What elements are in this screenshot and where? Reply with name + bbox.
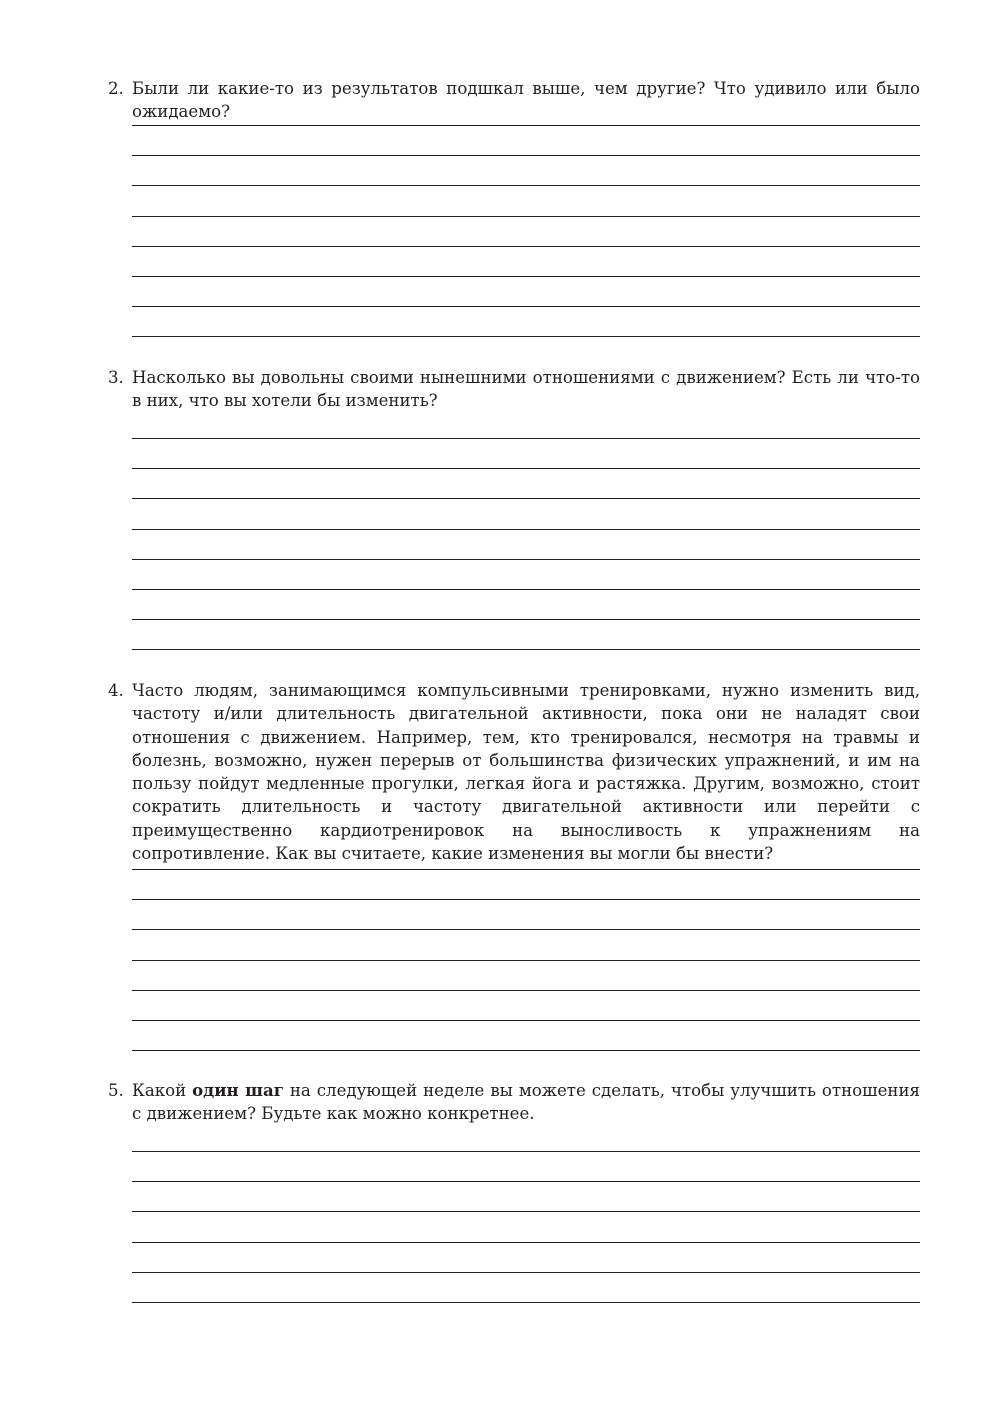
- answer-line[interactable]: [132, 649, 920, 650]
- question-2-text: [108, 77, 920, 124]
- question-4-answer-area[interactable]: [132, 869, 920, 1080]
- question-5-text-after: на следующей неделе вы можете сделать, чтобы улучшить отношения с движением? Будьте как можно конкретнее.: [132, 1081, 920, 1124]
- answer-line[interactable]: [132, 1272, 920, 1273]
- answer-line[interactable]: [132, 1211, 920, 1212]
- question-4: [108, 679, 920, 865]
- answer-line[interactable]: [132, 498, 920, 499]
- question-3: [108, 366, 920, 413]
- answer-line[interactable]: [132, 529, 920, 530]
- question-3-body: Насколько вы довольны своими нынешними отношениями с движением? Есть ли что-то в них, что вы хотели бы изменить?: [132, 368, 920, 411]
- question-2: [108, 77, 920, 124]
- answer-line[interactable]: [132, 1302, 920, 1303]
- answer-line[interactable]: [132, 438, 920, 439]
- answer-line[interactable]: [132, 185, 920, 186]
- answer-line[interactable]: [132, 468, 920, 469]
- answer-line[interactable]: [132, 960, 920, 961]
- answer-line[interactable]: [132, 336, 920, 337]
- answer-line[interactable]: [132, 1151, 920, 1152]
- answer-line[interactable]: [132, 125, 920, 126]
- answer-line[interactable]: [132, 216, 920, 217]
- answer-line[interactable]: [132, 306, 920, 307]
- question-5-text-before: Какой: [132, 1081, 193, 1100]
- question-5-number: 5.: [108, 1081, 124, 1100]
- question-5: [108, 1079, 920, 1126]
- answer-line[interactable]: [132, 899, 920, 900]
- answer-line[interactable]: [132, 869, 920, 870]
- answer-line[interactable]: [132, 619, 920, 620]
- answer-line[interactable]: [132, 559, 920, 560]
- answer-line[interactable]: [132, 990, 920, 991]
- answer-line[interactable]: [132, 1050, 920, 1051]
- question-4-body: Часто людям, занимающимся компульсивными тренировками, нужно изменить вид, частоту и/или длительность двигательной активности, пока они не наладят свои отношения с движением. Например, тем, кто тренировался, несмотря на травмы и болезнь, возможно, нужен перерыв от большинства физических упражнений, и им на пользу пойдут медленные прогулки, легкая йога и растяжка. Другим, возможно, стоит сократить длительность и частоту двигательной активности или перейти с преимущественно кардиотренировок на выносливость к упражнениям на сопротивление. Как вы считаете, какие изменения вы могли бы внести?: [132, 681, 920, 864]
- question-2-answer-area[interactable]: [132, 125, 920, 367]
- question-2-body: Были ли какие-то из результатов подшкал выше, чем другие? Что удивило или было ожидаемо?: [132, 79, 920, 122]
- question-3-number: 3.: [108, 368, 124, 387]
- answer-line[interactable]: [132, 276, 920, 277]
- answer-line[interactable]: [132, 1020, 920, 1021]
- question-3-answer-area[interactable]: [132, 438, 920, 680]
- answer-line[interactable]: [132, 589, 920, 590]
- question-5-body: [132, 1081, 920, 1123]
- question-4-text: [108, 679, 920, 865]
- answer-line[interactable]: [132, 929, 920, 930]
- question-2-number: 2.: [108, 79, 124, 98]
- answer-line[interactable]: [132, 1181, 920, 1182]
- question-5-emphasis: один шаг: [192, 1080, 284, 1100]
- question-4-number: 4.: [108, 681, 124, 700]
- question-5-answer-area[interactable]: [132, 1151, 920, 1332]
- question-3-text: [108, 366, 920, 413]
- answer-line[interactable]: [132, 155, 920, 156]
- answer-line[interactable]: [132, 246, 920, 247]
- question-5-text: [108, 1079, 920, 1126]
- answer-line[interactable]: [132, 1242, 920, 1243]
